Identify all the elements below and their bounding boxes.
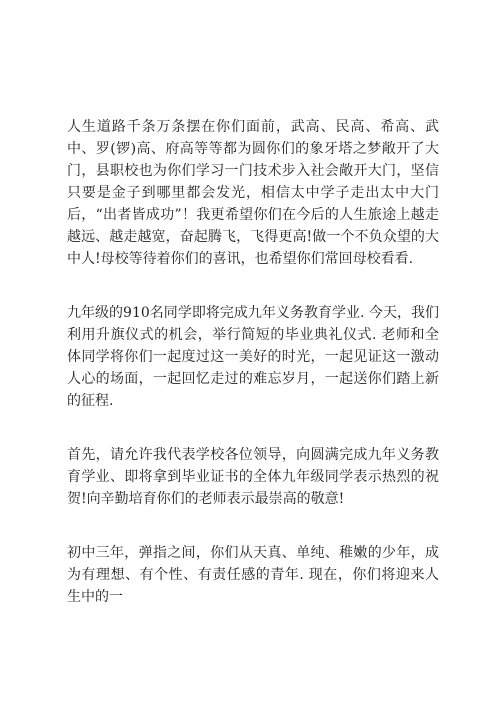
paragraph-1: 人生道路千条万条摆在你们面前，武高、民高、希高、武中、罗(锣)高、府高等等都为圆你们的象牙塔之梦敞开了大门，县职校也为你们学习一门技术步入社会敞开大门，坚信只要是金子到哪里都会发光，相信太中学子走出太中大门后，“出者皆成功”！我更希望你们在今后的人生旅途上越走越远、越走越宽，奋起腾飞，飞得更高!做一个不负众望的大中人!母校等待着你们的喜讯，也希望你们常回母校看看. [67, 119, 439, 267]
paragraph-4: 初中三年，弹指之间，你们从天真、单纯、稚嫩的少年，成为有理想、有个性、有责任感的青年. 现在，你们将迎来人生中的一 [67, 545, 439, 605]
document-body [67, 116, 439, 608]
paragraph-3: 首先，请允许我代表学校各位领导，向圆满完成九年义务教育学业、即将拿到毕业证书的全体九年级同学表示热烈的祝贺!向辛勤培育你们的老师表示最崇高的敬意! [67, 447, 439, 507]
paragraph-2: 九年级的910名同学即将完成九年义务教育学业. 今天，我们利用升旗仪式的机会，举行简短的毕业典礼仪式. 老师和全体同学将你们一起度过这一美好的时光，一起见证这一激动人心的场面，一起回忆走过的难忘岁月，一起送你们踏上新的征程. [67, 305, 439, 409]
